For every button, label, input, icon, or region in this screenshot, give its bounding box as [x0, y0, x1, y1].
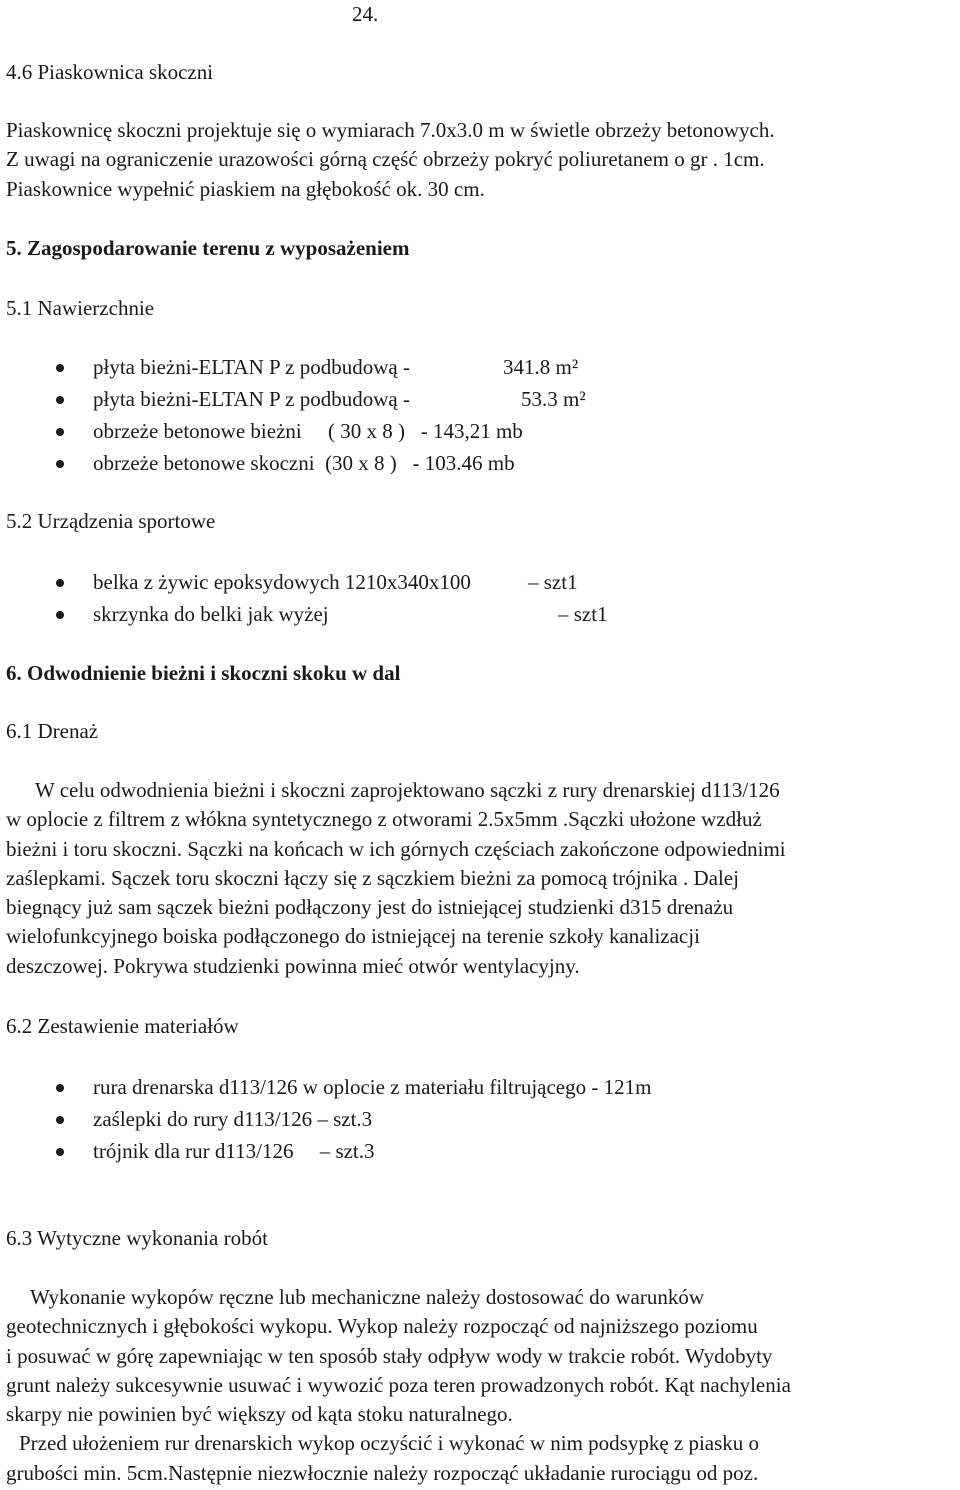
- list-item-value: – szt1: [558, 602, 608, 626]
- drainage-paragraph: [6, 778, 956, 983]
- section-6-1-heading: 6.1 Drenaż: [6, 719, 99, 743]
- paragraph-line: biegnący już sam sączek bieżni podłączony jest do istniejącej studzienki d315 drenażu: [6, 895, 734, 920]
- sand-pit-paragraph: [6, 118, 956, 206]
- list-item: [93, 355, 410, 380]
- paragraph-line: Z uwagi na ograniczenie urazowości górną część obrzeży pokryć poliuretanem o gr . 1cm.: [6, 147, 765, 172]
- paragraph-line: geotechnicznych i głębokości wykopu. Wykop należy rozpocząć od najniższego poziomu: [6, 1314, 758, 1339]
- section-6-3-heading: 6.3 Wytyczne wykonania robót: [6, 1226, 268, 1250]
- list-item-text: zaślepki do rury d113/126 – szt.3: [93, 1107, 373, 1131]
- paragraph-line: grubości min. 5cm.Następnie niezwłocznie należy rozpocząć układanie rurociągu od poz.: [6, 1460, 759, 1485]
- bullet-icon: [56, 396, 64, 404]
- bullet-icon: [56, 428, 64, 436]
- paragraph-line: Piaskownice wypełnić piaskiem na głębokość ok. 30 cm.: [6, 176, 485, 201]
- list-item: [93, 451, 515, 476]
- section-5-1-heading: 5.1 Nawierzchnie: [6, 296, 155, 320]
- section-5-heading: 5. Zagospodarowanie terenu z wyposażeniem: [6, 236, 410, 260]
- paragraph-line: bieżni i toru skoczni. Sączki na końcach w ich górnych częściach zakończone odpowiednimi: [6, 836, 786, 861]
- bullet-icon: [56, 579, 64, 587]
- list-item-text: trójnik dla rur d113/126 – szt.3: [93, 1139, 375, 1163]
- paragraph-line: grunt należy sukcesywnie usuwać i wywozić poza teren prowadzonych robót. Kąt nachylenia: [6, 1372, 791, 1397]
- list-item: [93, 387, 410, 412]
- works-guidelines-paragraph: [6, 1285, 956, 1490]
- bullet-icon: [56, 1116, 64, 1124]
- paragraph-line: Piaskownicę skoczni projektuje się o wymiarach 7.0x3.0 m w świetle obrzeży betonowych.: [6, 118, 775, 142]
- paragraph-line: wielofunkcyjnego boiska podłączonego do istniejącej na terenie szkoły kanalizacji: [6, 924, 700, 949]
- paragraph-line: Przed ułożeniem rur drenarskich wykop oczyścić i wykonać w nim podsypkę z piasku o: [19, 1431, 760, 1456]
- page-number: 24.: [352, 2, 379, 26]
- list-item: [93, 570, 471, 595]
- list-item: [93, 602, 329, 627]
- section-6-heading: 6. Odwodnienie bieżni i skoczni skoku w dal: [6, 661, 401, 685]
- bullet-icon: [56, 364, 64, 372]
- list-item-value: 53.3 m²: [521, 387, 586, 411]
- list-item-value: 341.8 m²: [503, 355, 579, 379]
- bullet-icon: [56, 611, 64, 619]
- bullet-icon: [56, 1148, 64, 1156]
- paragraph-line: skarpy nie powinien być większy od kąta stoku naturalnego.: [6, 1402, 513, 1427]
- paragraph-line: Wykonanie wykopów ręczne lub mechaniczne należy dostosować do warunków: [30, 1285, 704, 1309]
- list-item-text: belka z żywic epoksydowych 1210x340x100: [93, 570, 471, 594]
- paragraph-line: i posuwać w górę zapewniając w ten sposób stały odpływ wody w trakcie robót. Wydobyty: [6, 1343, 773, 1368]
- list-item: [93, 1107, 372, 1132]
- section-6-2-heading: 6.2 Zestawienie materiałów: [6, 1014, 239, 1038]
- section-4-6-heading: 4.6 Piaskownica skoczni: [6, 60, 214, 84]
- paragraph-line: deszczowej. Pokrywa studzienki powinna mieć otwór wentylacyjny.: [6, 953, 580, 978]
- list-item-text: płyta bieżni-ELTAN P z podbudową -: [93, 355, 410, 379]
- list-item: [93, 1075, 651, 1100]
- list-item-text: płyta bieżni-ELTAN P z podbudową -: [93, 387, 410, 411]
- paragraph-line: zaślepkami. Sączek toru skoczni łączy się z sączkiem bieżni za pomocą trójnika . Dalej: [6, 865, 739, 890]
- list-item: [93, 1139, 375, 1164]
- paragraph-line: w oplocie z filtrem z włókna syntetycznego z otworami 2.5x5mm .Sączki ułożone wzdłuż: [6, 807, 762, 832]
- list-item: [93, 419, 523, 444]
- section-5-2-heading: 5.2 Urządzenia sportowe: [6, 509, 216, 533]
- bullet-icon: [56, 460, 64, 468]
- list-item-text: obrzeże betonowe bieżni ( 30 x 8 ) - 143,21 mb: [93, 419, 523, 443]
- list-item-text: rura drenarska d113/126 w oplocie z materiału filtrującego - 121m: [93, 1075, 652, 1099]
- bullet-icon: [56, 1084, 64, 1092]
- list-item-text: skrzynka do belki jak wyżej: [93, 602, 329, 626]
- list-item-text: obrzeże betonowe skoczni (30 x 8 ) - 103.46 mb: [93, 451, 515, 475]
- paragraph-line: W celu odwodnienia bieżni i skoczni zaprojektowano sączki z rury drenarskiej d113/126: [35, 778, 780, 802]
- list-item-value: – szt1: [528, 570, 578, 594]
